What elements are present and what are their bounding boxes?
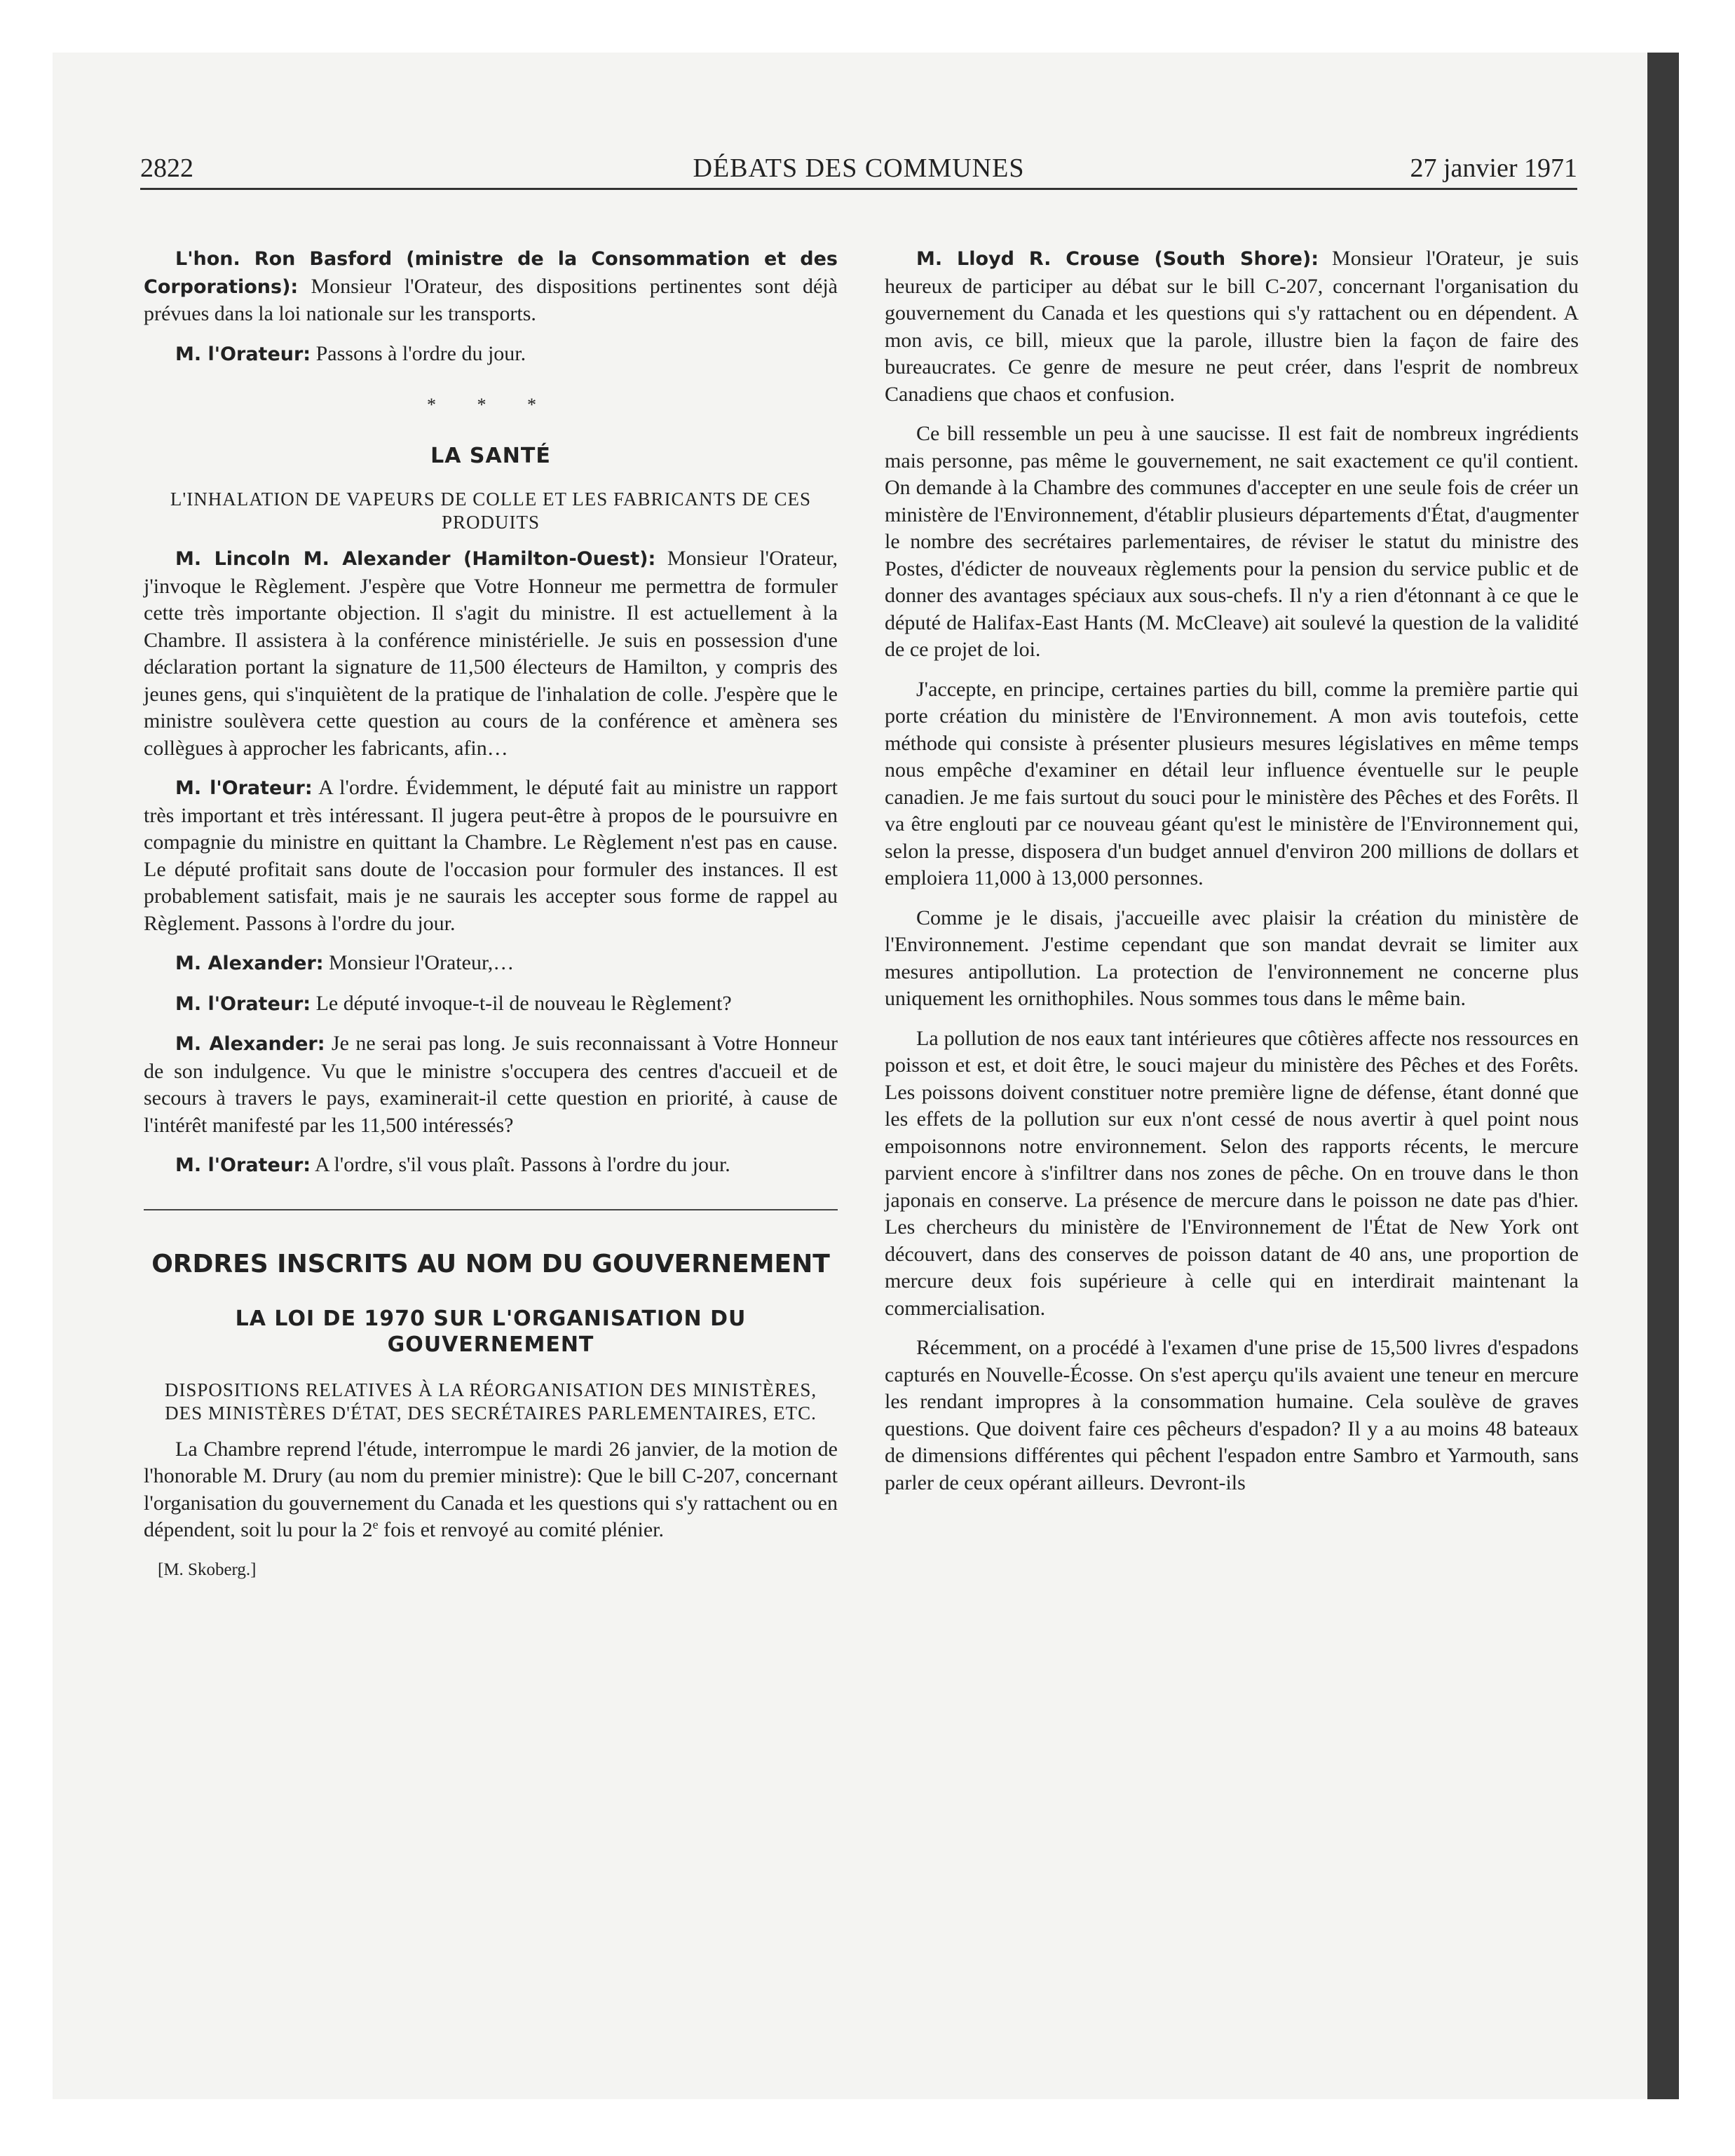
speech-text: Je ne serai pas long. Je suis reconnaissant à Votre Honneur de son indulgence. Vu que le ministre s'occupera des centres d'accueil et de secours à travers le pays, examinerait-il cette question en priorité, à cause de l'intérêt manifesté par les 11,500 intéressés? xyxy=(144,1032,838,1137)
speech-text: Monsieur l'Orateur,… xyxy=(323,951,515,974)
motion-text: La Chambre reprend l'étude, interrompue le mardi 26 janvier, de la motion de l'honorable M. Drury (au nom du premier ministre): Que le bill C-207, concernant l'organisation du gouvernement du Canada et les questions qui s'y rattachent ou en dépendent, soit lu pour la 2 xyxy=(144,1437,838,1541)
speaker-name: M. Lincoln M. Alexander (Hamilton-Ouest): xyxy=(175,548,656,570)
paragraph: Récemment, on a procédé à l'examen d'une prise de 15,500 livres d'espadons capturés en Nouvelle-Écosse. On s'est aperçu qu'ils avaient une teneur en mercure les rendant impropres à la consommation humaine. Cela soulève de graves questions. Que doivent faire ces pêcheurs d'espadon? Il y a au moins 48 bateaux de dimensions différentes qui pêchent l'espadon entre Sambro et Yarmouth, sans parler de ceux opérant ailleurs. Devront-ils xyxy=(885,1336,1579,1494)
paragraph xyxy=(144,245,838,328)
superscript: e xyxy=(372,1517,379,1531)
speech-text: Le député invoque-t-il de nouveau le Règlement? xyxy=(311,991,732,1015)
speaker-name: M. l'Orateur: xyxy=(175,992,311,1015)
paragraph: Comme je le disais, j'accueille avec plaisir la création du ministère de l'Environnement. J'estime cependant que son mandat devrait se limiter aux mesures antipollution. La protection de l'environnement ne concerne plus uniquement les ornithophiles. Nous sommes tous dans le même bain. xyxy=(885,906,1579,1010)
speech-text: A l'ordre. Évidemment, le député fait au ministre un rapport très important et très intéressant. Il jugera peut-être à propos de le poursuivre en compagnie du ministre en quittant la Chambre. Le Règlement n'est pas en cause. Le député profitait sans doute de l'occasion pour formuler des instances. Il est probablement satisfait, mais je ne saurais les accepter sous forme de rappel au Règlement. Passons à l'ordre du jour. xyxy=(144,776,838,935)
paragraph: J'accepte, en principe, certaines parties du bill, comme la première partie qui porte création du ministère de l'Environnement. A mon avis toutefois, cette méthode qui consiste à présenter plusieurs mesures législatives en même temps nous empêche d'examiner en détail leur influence éventuelle sur le peuple canadien. Je me fais surtout du souci pour le ministère des Pêches et des Forêts. Il va être englouti par ce nouveau géant qu'est le ministère de l'Environnement qui, selon la presse, disposera d'un budget annuel d'environ 200 millions de dollars et emploiera 11,000 à 13,000 personnes. xyxy=(885,677,1579,889)
paragraph: Ce bill ressemble un peu à une saucisse. Il est fait de nombreux ingrédients mais personne, pas même le gouvernement, ne sait exactement ce qu'il contient. On demande à la Chambre des communes d'accepter en une seule fois de créer un ministère de l'Environnement, d'établir plusieurs départements d'État, d'augmenter le nombre des secrétaires parlementaires, de réviser le statut du ministre des Postes, d'édicter de nouveaux règlements pour la pension du service public et de donner des avantages spéciaux aux sous-chefs. Il n'y a rien d'étonnant à ce que le député de Halifax-East Hants (M. McCleave) ait soulevé la question de la validité de ce projet de loi. xyxy=(885,422,1579,661)
footnote: [M. Skoberg.] xyxy=(158,1560,257,1579)
speech-text: Monsieur l'Orateur, je suis heureux de participer au débat sur le bill C-207, concernant l'organisation du gouvernement du Canada et les questions qui s'y rattachent ou en dépendent. A mon avis, ce bill, mieux que la parole, illustre bien la façon de faire des bureaucrates. Ce genre de mesure ne peut créer, dans l'esprit de nombreux Canadiens que chaos et confusion. xyxy=(885,247,1579,406)
bill-subtitle: DISPOSITIONS RELATIVES À LA RÉORGANISATION DES MINISTÈRES, DES MINISTÈRES D'ÉTAT, DES SECRÉTAIRES PARLEMENTAIRES, ETC. xyxy=(164,1379,817,1424)
speaker-name: L'hon. Ron Basford (ministre de la Consommation et des Corporations): xyxy=(144,248,838,298)
section-title: LA SANTÉ xyxy=(430,443,551,468)
divider xyxy=(144,1209,838,1210)
speaker-name: M. Alexander: xyxy=(175,953,324,974)
speaker-name: M. Alexander: xyxy=(175,1033,325,1055)
page-number: 2822 xyxy=(140,153,193,183)
paragraph xyxy=(144,1436,838,1544)
speaker-name: M. l'Orateur: xyxy=(175,1154,311,1176)
section-subtitle: L'INHALATION DE VAPEURS DE COLLE ET LES FABRICANTS DE CES PRODUITS xyxy=(170,489,812,533)
paragraph: La pollution de nos eaux tant intérieures que côtières affecte nos ressources en poisson et est, et doit être, le souci majeur du ministère des Pêches et des Forêts. Les poissons doivent constituer notre première ligne de défense, étant donné que les effets de la pollution sur eux n'ont cessé de nous avertir à quel point nous empoisonnons notre environnement. Selon des rapports récents, le mercure parvient encore à s'infiltrer dans nos zones de pêche. On en trouve dans le thon japonais en conserve. La présence de mercure dans le poisson ne date pas d'hier. Les chercheurs du ministère de l'Environnement de l'État de New York ont découvert, dans des conserves de poisson datant de 40 ans, une proportion de mercure deux fois supérieure à celle qui en interdirait maintenant la commercialisation. xyxy=(885,1026,1579,1320)
issue-date: 27 janvier 1971 xyxy=(1410,153,1577,183)
speech-text: A l'ordre, s'il vous plaît. Passons à l'ordre du jour. xyxy=(311,1153,730,1176)
paragraph xyxy=(144,775,838,937)
speaker-name: M. Lloyd R. Crouse (South Shore): xyxy=(916,248,1319,270)
speech-text: Monsieur l'Orateur, j'invoque le Règlement. J'espère que Votre Honneur me permettra de formuler cette très importante objection. Il s'agit du ministre. Il est actuellement à la Chambre. Il assistera à la conférence ministérielle. Je suis en possession d'une déclaration portant la signature de 11,500 électeurs de Hamilton, y compris des jeunes gens, qui s'inquiètent de la pratique de l'inhalation de colle. J'espère que le ministre soulèvera cette question au cours de la conférence et amènera ses collègues à approcher les fabricants, afin… xyxy=(144,547,838,760)
paragraph xyxy=(144,950,838,978)
bill-title: LA LOI DE 1970 SUR L'ORGANISATION DU GOUVERNEMENT xyxy=(235,1306,747,1357)
orders-title: ORDRES INSCRITS AU NOM DU GOUVERNEMENT xyxy=(151,1249,830,1278)
motion-text-end: fois et renvoyé au comité plénier. xyxy=(378,1518,664,1541)
publication-title: DÉBATS DES COMMUNES xyxy=(693,153,1025,183)
speech-text: Passons à l'ordre du jour. xyxy=(311,341,526,365)
section-separator: * * * xyxy=(427,395,554,415)
paragraph xyxy=(144,990,838,1018)
speaker-name: M. l'Orateur: xyxy=(175,777,313,799)
paragraph xyxy=(885,245,1579,408)
paragraph xyxy=(144,1152,838,1180)
speech-text: Monsieur l'Orateur, des dispositions pertinentes sont déjà prévues dans la loi nationale sur les transports. xyxy=(144,274,838,325)
right-column xyxy=(885,245,1579,1509)
running-header xyxy=(140,149,1577,190)
page-edge-shadow xyxy=(1647,53,1679,2099)
paragraph xyxy=(144,545,838,762)
speaker-name: M. l'Orateur: xyxy=(175,343,311,365)
left-column xyxy=(144,245,838,1583)
paragraph xyxy=(144,341,838,369)
paragraph xyxy=(144,1030,838,1139)
